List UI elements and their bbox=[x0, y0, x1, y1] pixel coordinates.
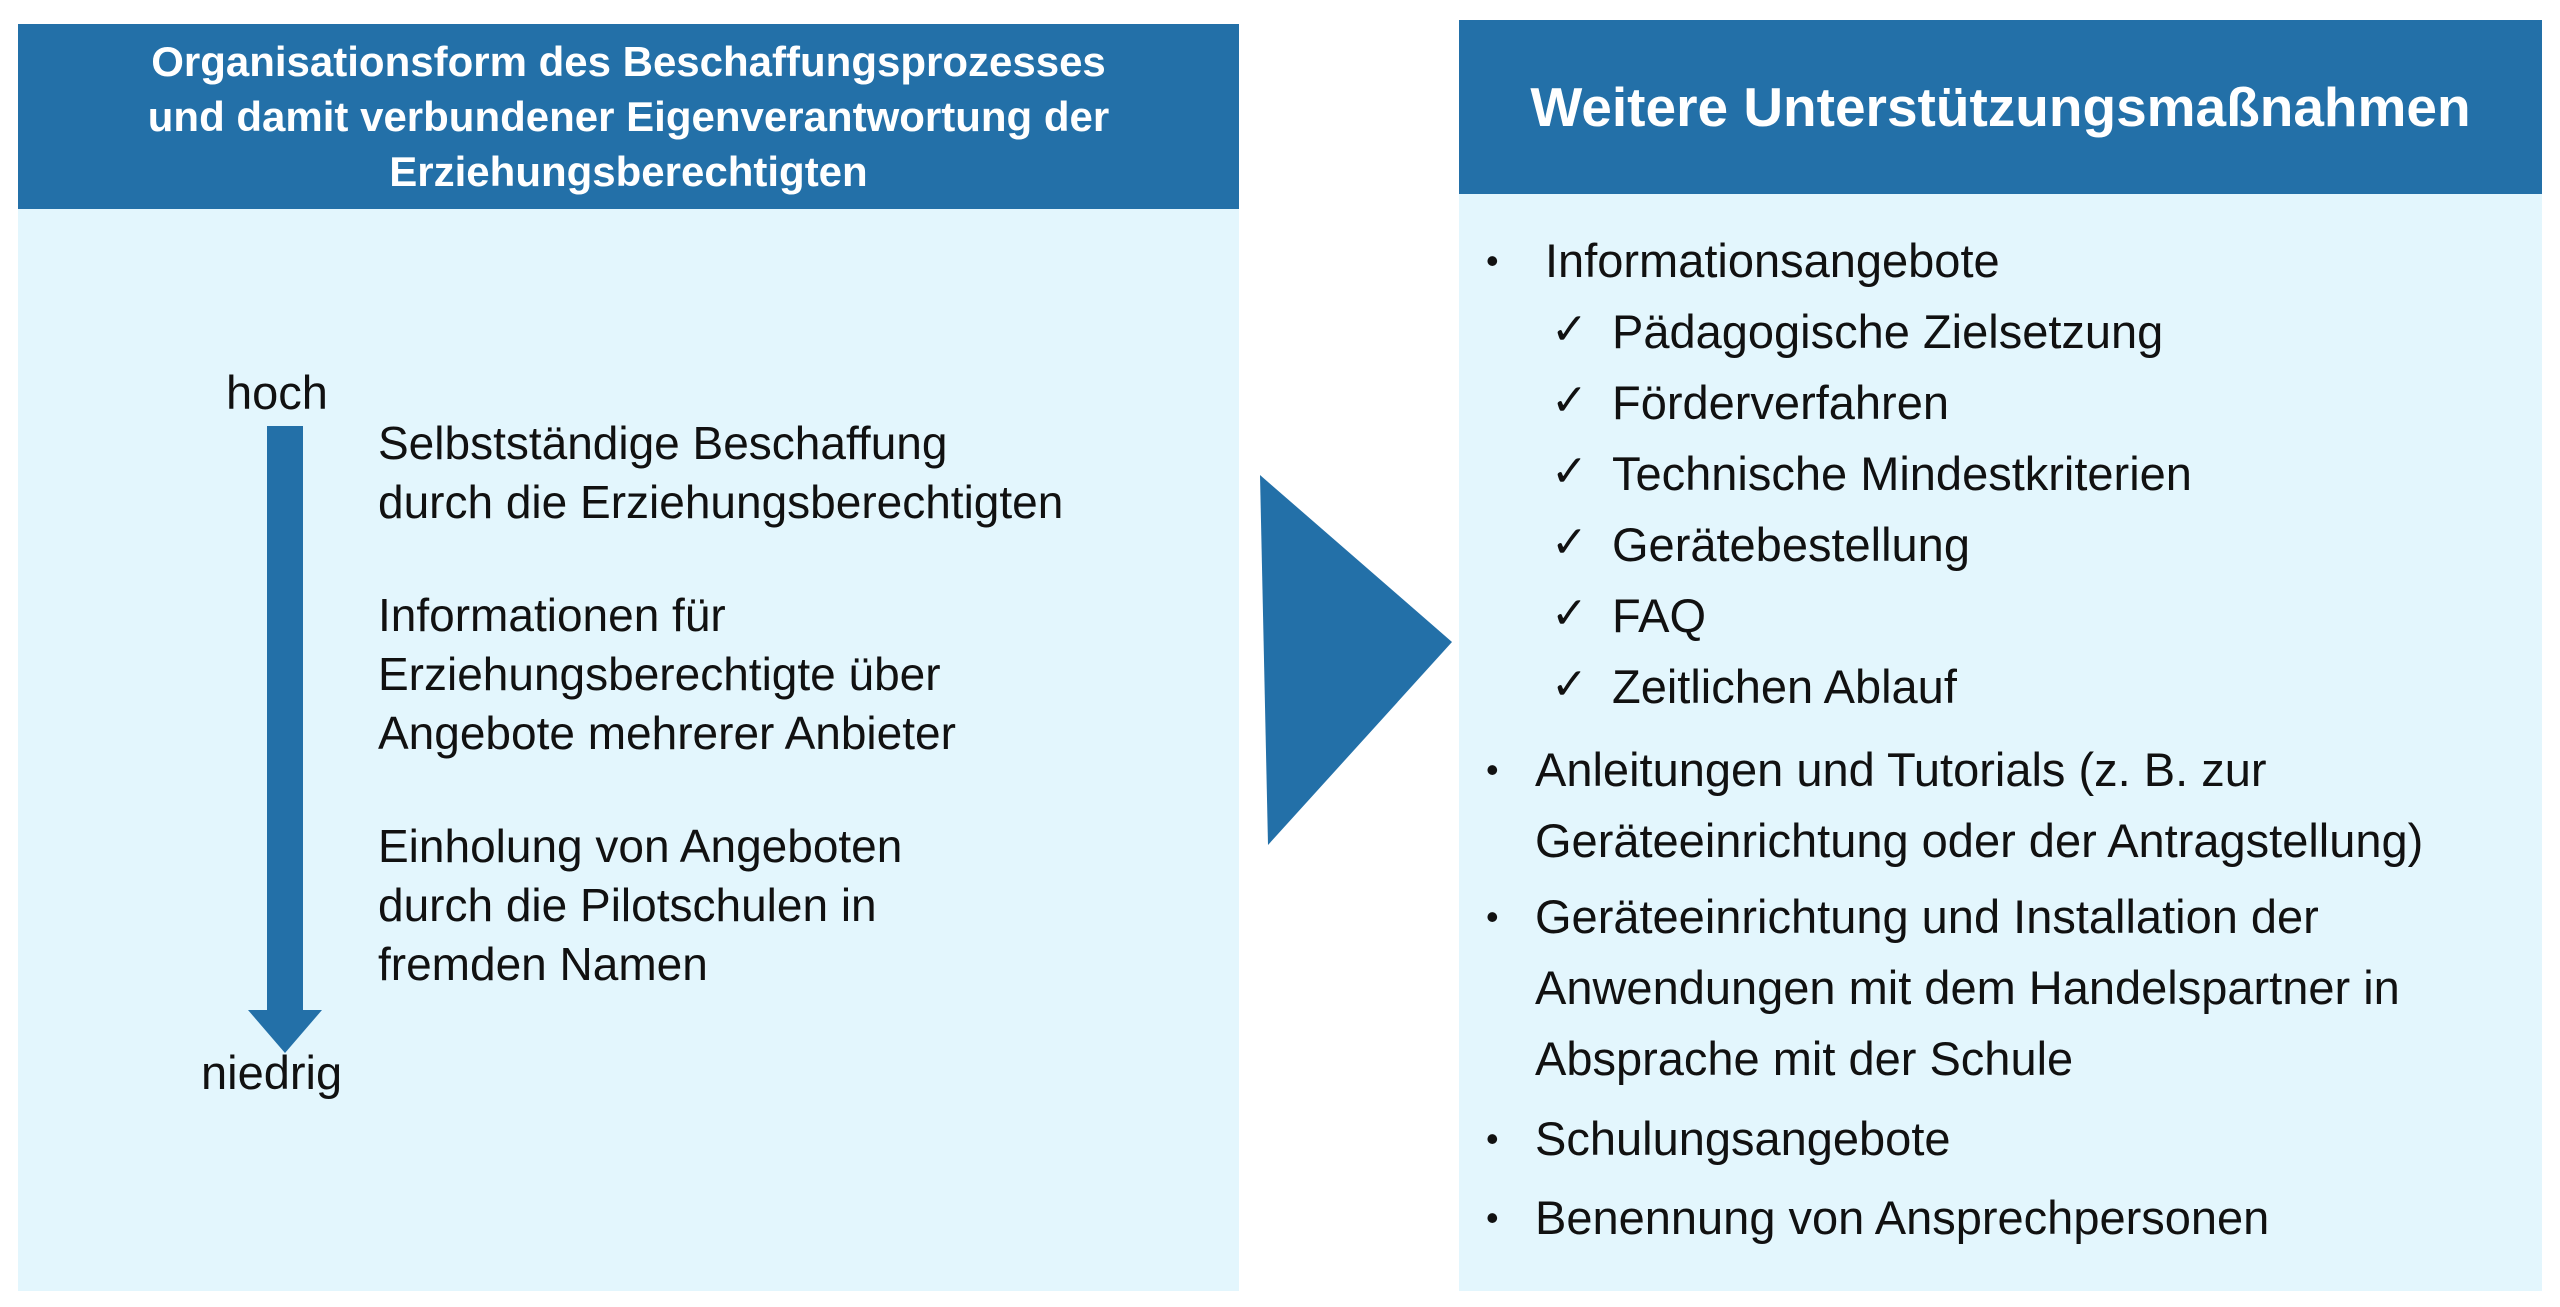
list-item-line: Selbstständige Beschaffung bbox=[378, 417, 948, 469]
header-line: Erziehungsberechtigten bbox=[389, 148, 868, 195]
list-item-line: durch die Pilotschulen in bbox=[378, 879, 877, 931]
list-item-line: fremden Namen bbox=[378, 938, 708, 990]
checkmark-icon: ✓ bbox=[1551, 447, 1588, 496]
support-panel-body bbox=[1459, 194, 2542, 1291]
bullet-icon: • bbox=[1486, 1118, 1499, 1159]
scale-high-label: hoch bbox=[226, 366, 328, 419]
bullet-icon: • bbox=[1486, 1197, 1499, 1238]
checkmark-icon: ✓ bbox=[1551, 376, 1588, 425]
support-panel-title: Weitere Unterstützungsmaßnahmen bbox=[1530, 76, 2471, 138]
header-line: und damit verbundener Eigenverantwortung der bbox=[147, 93, 1110, 140]
bullet-icon: • bbox=[1486, 240, 1499, 281]
checkmark-icon: ✓ bbox=[1551, 660, 1588, 709]
list-item-line: Erziehungsberechtigte über bbox=[378, 648, 941, 700]
check-item: Gerätebestellung bbox=[1612, 518, 1970, 571]
organisation-panel-title bbox=[148, 34, 1109, 199]
list-item-line: Absprache mit der Schule bbox=[1535, 1032, 2074, 1085]
list-item bbox=[1535, 887, 2400, 1088]
list-item bbox=[378, 586, 956, 763]
check-item: Technische Mindestkriterien bbox=[1612, 447, 2192, 500]
check-item: Förderverfahren bbox=[1612, 376, 1949, 429]
list-item-line: Informationen für bbox=[378, 589, 726, 641]
support-panel bbox=[1459, 20, 2542, 1291]
checkmark-icon: ✓ bbox=[1551, 305, 1588, 354]
check-item: Zeitlichen Ablauf bbox=[1612, 660, 1957, 713]
checkmark-icon: ✓ bbox=[1551, 589, 1588, 638]
list-item-line: Einholung von Angeboten bbox=[378, 820, 903, 872]
list-item bbox=[1535, 740, 2423, 870]
connector-arrow-icon bbox=[1260, 470, 1460, 850]
check-item: FAQ bbox=[1612, 589, 1707, 642]
scale-low-label: niedrig bbox=[201, 1046, 343, 1099]
list-item: Benennung von Ansprechpersonen bbox=[1535, 1191, 2270, 1244]
organisation-panel bbox=[18, 24, 1239, 1291]
list-item-line: durch die Erziehungsberechtigten bbox=[378, 476, 1064, 528]
info-offers-label: Informationsangebote bbox=[1545, 234, 2000, 287]
checkmark-icon: ✓ bbox=[1551, 518, 1588, 567]
bullet-icon: • bbox=[1486, 896, 1499, 937]
list-item-line: Geräteeinrichtung und Installation der bbox=[1535, 890, 2319, 943]
bullet-icon: • bbox=[1486, 749, 1499, 790]
organisation-panel-body bbox=[18, 209, 1239, 1291]
check-item: Pädagogische Zielsetzung bbox=[1612, 305, 2164, 358]
list-item-line: Anwendungen mit dem Handelspartner in bbox=[1535, 961, 2400, 1014]
list-item bbox=[378, 817, 902, 994]
header-line: Organisationsform des Beschaffungsprozesses bbox=[151, 38, 1106, 85]
list-item-line: Anleitungen und Tutorials (z. B. zur bbox=[1535, 743, 2267, 796]
list-item-line: Angebote mehrerer Anbieter bbox=[378, 707, 956, 759]
list-item: Schulungsangebote bbox=[1535, 1112, 1951, 1165]
support-panel-header bbox=[1459, 20, 2542, 194]
organisation-panel-header bbox=[18, 24, 1239, 209]
list-item-line: Geräteeinrichtung oder der Antragstellung) bbox=[1535, 814, 2424, 867]
list-item bbox=[378, 414, 1063, 532]
scale-down-arrow bbox=[230, 426, 330, 1056]
